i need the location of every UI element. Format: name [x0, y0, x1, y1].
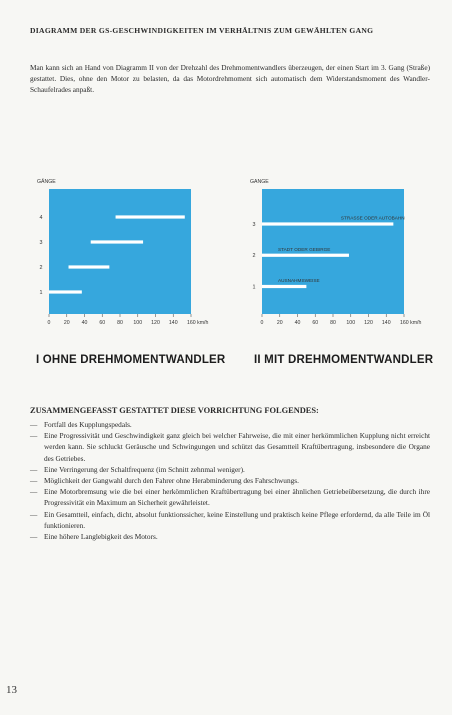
x-tick-label: 0: [47, 320, 51, 326]
dash-marker: —: [30, 532, 38, 542]
summary-item-text: Fortfall des Kupplungspedals.: [44, 420, 132, 429]
gear-bar: [69, 265, 110, 268]
dash-marker: —: [30, 420, 38, 429]
gear-bar: [262, 254, 349, 257]
x-tick-label: 40: [81, 320, 88, 326]
summary-item-text: Eine Verringerung der Schaltfrequenz (im Schnitt zehnmal weniger).: [44, 464, 245, 474]
dash-marker: —: [30, 476, 38, 486]
x-tick-label: 120: [364, 320, 373, 326]
y-tick-label: 3: [252, 221, 256, 228]
x-tick-label: 100: [346, 320, 356, 326]
diagram-1-caption: I OHNE DREHMOMENTWANDLER: [36, 354, 226, 366]
summary-item: [30, 509, 430, 531]
x-tick-label: 60: [312, 320, 319, 326]
dash-marker: —: [30, 431, 38, 441]
summary-item: [30, 531, 430, 542]
intro-paragraph: Man kann sich an Hand von Diagramm II von der Drehzahl des Drehmomentwandlers überzeugen, der einen Start im 3. Gang (Straße) gestattet. Dies, ohne den Motor zu belasten, da das Motordrehmoment sich automatisch dem Widerstandsmoment des Wandler-Schaufelrades anpaßt.: [30, 63, 430, 95]
gear-bar: [262, 285, 306, 288]
x-tick-label: 120: [151, 320, 160, 326]
diagram-1-svg: [32, 172, 222, 340]
page-heading: DIAGRAMM DER GS-GESCHWINDIGKEITEN IM VERHÄLTNIS ZUM GEWÄHLTEN GANG: [30, 26, 374, 35]
summary-item-text: Eine Progressivität und Geschwindigkeit ganz gleich bei welcher Fahrweise, die mit einer herkömmlichen Kupplung nicht erreicht werden kann. Sie schluckt Geräusche und Schwingungen und schützt das Gesamtteil Kraftübertragung, insbesondere die Organe des Getriebes.: [44, 431, 430, 463]
dash-marker: —: [30, 509, 38, 519]
summary-list: [30, 419, 430, 542]
x-tick-label: 80: [117, 320, 123, 326]
summary-item-text: Eine höhere Langlebigkeit des Motors.: [44, 532, 158, 542]
page-number: 13: [6, 684, 17, 696]
y-axis-label: GÄNGE: [37, 179, 56, 185]
summary-item: [30, 486, 430, 508]
x-tick-label: 140: [381, 320, 391, 326]
y-tick-label: 1: [252, 284, 256, 291]
x-tick-label: 40: [294, 320, 301, 326]
y-tick-label: 3: [39, 239, 43, 246]
x-tick-label: 160 km/h: [187, 320, 209, 326]
x-tick-label: 140: [168, 320, 178, 326]
diagram-without-torque-converter: [32, 172, 222, 340]
summary-item: [30, 430, 430, 464]
y-tick-label: 4: [39, 214, 43, 221]
diagram-2-svg: [245, 172, 435, 340]
x-tick-label: 80: [330, 320, 336, 326]
gear-bar: [49, 290, 82, 293]
x-tick-label: 160 km/h: [400, 320, 422, 326]
dash-marker: —: [30, 464, 38, 474]
y-tick-label: 2: [39, 264, 43, 271]
summary-item: [30, 464, 430, 475]
x-tick-label: 0: [260, 320, 264, 326]
x-tick-label: 60: [99, 320, 106, 326]
gear-bar: [116, 215, 185, 218]
dash-marker: —: [30, 487, 38, 497]
gear-bar: [262, 222, 393, 225]
summary-title: ZUSAMMENGEFASST GESTATTET DIESE VORRICHTUNG FOLGENDES:: [30, 406, 319, 415]
summary-item: [30, 475, 430, 486]
x-tick-label: 20: [276, 320, 283, 326]
x-tick-label: 100: [133, 320, 143, 326]
bar-label: STADT ODER GEBIRGE: [278, 246, 331, 252]
summary-item-text: Ein Gesamtteil, einfach, dicht, absolut funktionssicher, keine Einstellung und praktisch keine Pflege erfordernd, da alle Teile im Öl funktionieren.: [44, 509, 430, 530]
summary-item: [30, 419, 430, 430]
bar-label: STRASSE ODER AUTOBAHN: [340, 215, 405, 221]
y-tick-label: 1: [39, 289, 43, 296]
summary-item-text: Eine Motorbremsung wie die bei einer herkömmlichen Kraftübertragung bei einer ähnlichen Getriebeübersetzung, die durch ihre Progressivität ein Maximum an Sicherheit gewährleistet.: [44, 487, 430, 508]
gear-bar: [91, 240, 143, 243]
bar-label: AUSNAHMSWEISE: [278, 278, 320, 283]
x-tick-label: 20: [63, 320, 70, 326]
plot-area: [49, 189, 191, 314]
y-axis-label: GANGE: [250, 179, 269, 185]
diagram-2-caption: II MIT DREHMOMENTWANDLER: [254, 354, 434, 366]
summary-item-text: Möglichkeit der Gangwahl durch den Fahrer ohne Herabminderung des Fahrschwungs.: [44, 476, 299, 486]
diagram-with-torque-converter: [245, 172, 435, 340]
y-tick-label: 2: [252, 253, 256, 260]
